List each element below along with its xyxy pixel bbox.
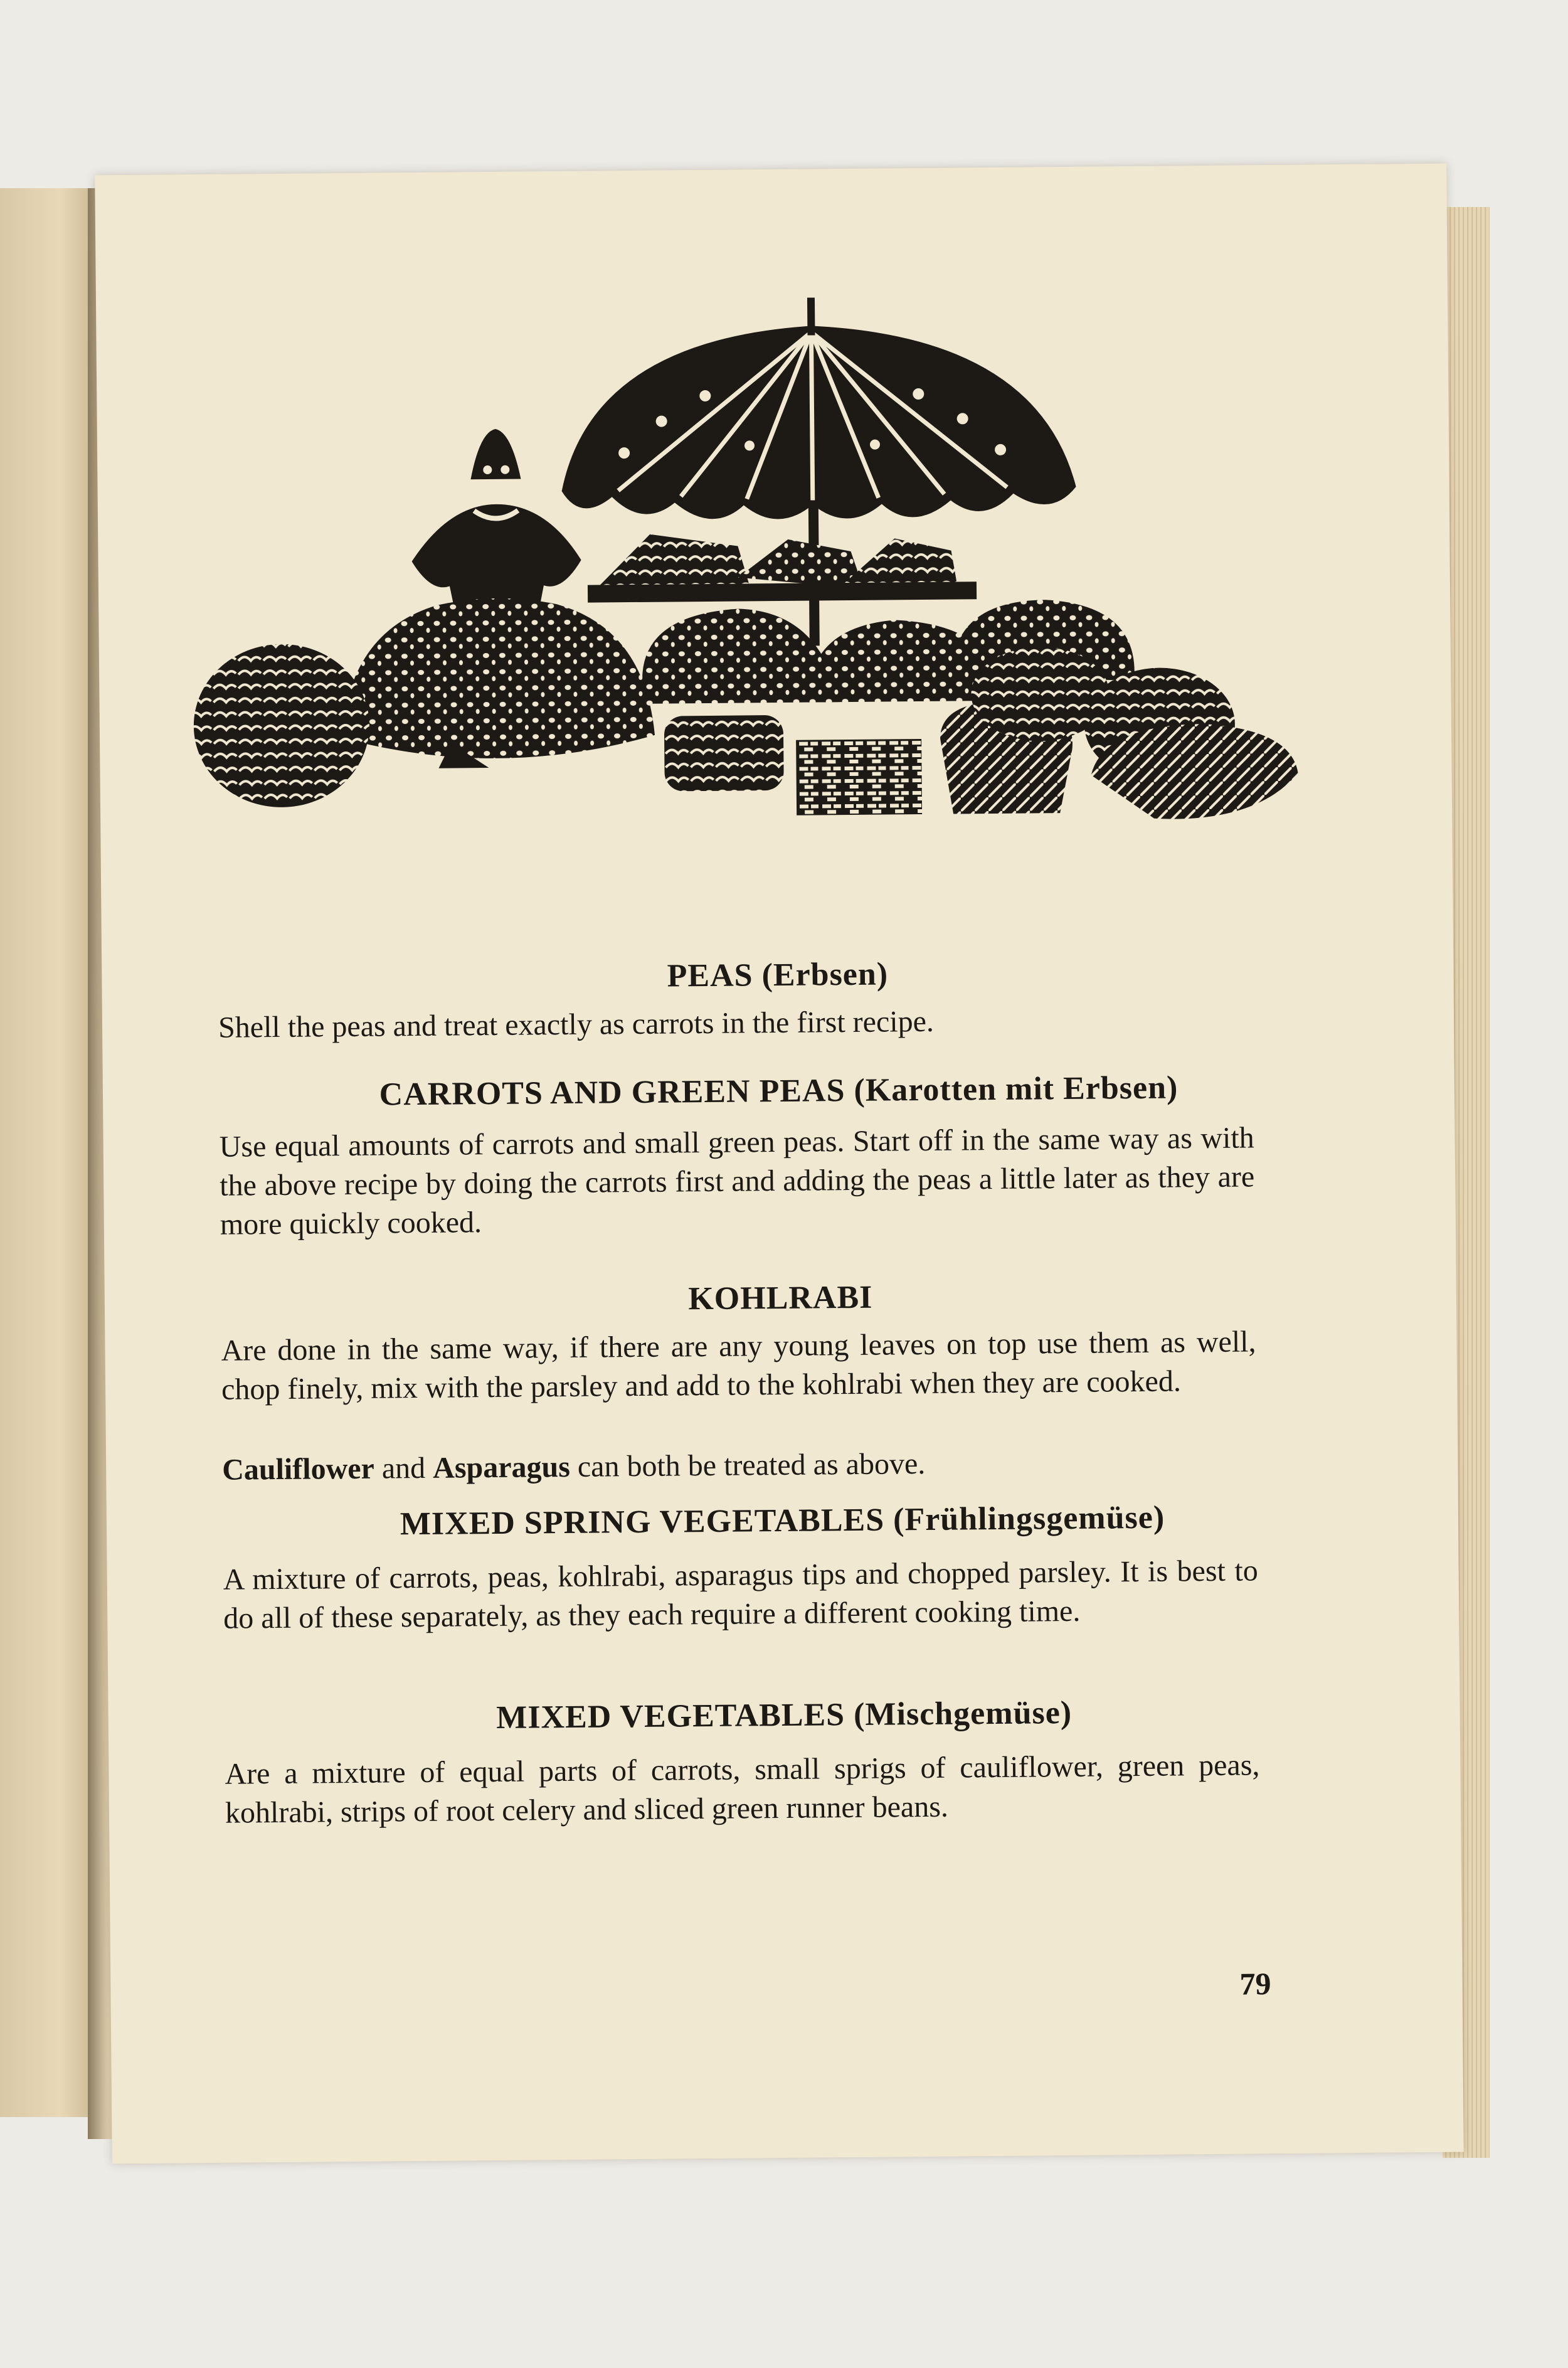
heading-title: KOHLRABI: [688, 1279, 873, 1317]
heading-title: PEAS: [667, 957, 753, 994]
heading-peas: [102, 951, 1453, 1000]
heading-title: MIXED SPRING VEGETABLES: [400, 1502, 885, 1542]
heading-subtitle: (Erbsen): [761, 956, 889, 994]
heading-title: CARROTS AND GREEN PEAS: [379, 1073, 845, 1113]
heading-subtitle: (Karotten mit Erbsen): [854, 1070, 1179, 1108]
market-stall-illustration: [184, 284, 1381, 921]
paragraph-peas: Shell the peas and treat exactly as carrots in the first recipe.: [218, 1004, 935, 1044]
heading-mixed-vegetables: [108, 1691, 1459, 1740]
produce-baskets: [587, 529, 1298, 824]
paragraph-carrots-and-green-peas: Use equal amounts of carrots and small green peas. Start off in the same way as with the above recipe by doing the carrots first and adding the peas a little later as they are more quickly cooked.: [219, 1121, 1255, 1241]
heading-title: MIXED VEGETABLES: [495, 1697, 845, 1736]
bold-asparagus: Asparagus: [432, 1450, 571, 1485]
book-page: [95, 164, 1464, 2164]
page-number: 79: [1239, 1966, 1271, 2002]
note-rest-text: can both be treated as above.: [577, 1447, 926, 1484]
left-page-edge: [0, 188, 100, 2117]
heading-subtitle: (Mischgemüse): [853, 1694, 1073, 1733]
heading-carrots-and-green-peas: [103, 1067, 1454, 1116]
paragraph-mixed-vegetables: Are a mixture of equal parts of carrots, small sprigs of cauliflower, green peas, kohlrabi, strips of root celery and sliced green runner beans.: [225, 1748, 1260, 1830]
heading-kohlrabi: [105, 1274, 1456, 1323]
paragraph-kohlrabi: Are done in the same way, if there are any young leaves on top use them as well, chop finely, mix with the parsley and add to the kohlrabi when they are cooked.: [221, 1325, 1256, 1406]
heading-mixed-spring-vegetables: [107, 1497, 1458, 1546]
cabbage-basket-left: [193, 644, 370, 808]
and-text: and: [381, 1451, 426, 1485]
bold-cauliflower: Cauliflower: [221, 1452, 375, 1487]
paragraph-mixed-spring-vegetables: A mixture of carrots, peas, kohlrabi, asparagus tips and chopped parsley. It is best to do all of these separately, as they each require a different cooking time.: [223, 1554, 1258, 1635]
heading-subtitle: (Frühlingsgemüse): [893, 1499, 1165, 1538]
paragraph-cauliflower-asparagus: [222, 1442, 1257, 1489]
